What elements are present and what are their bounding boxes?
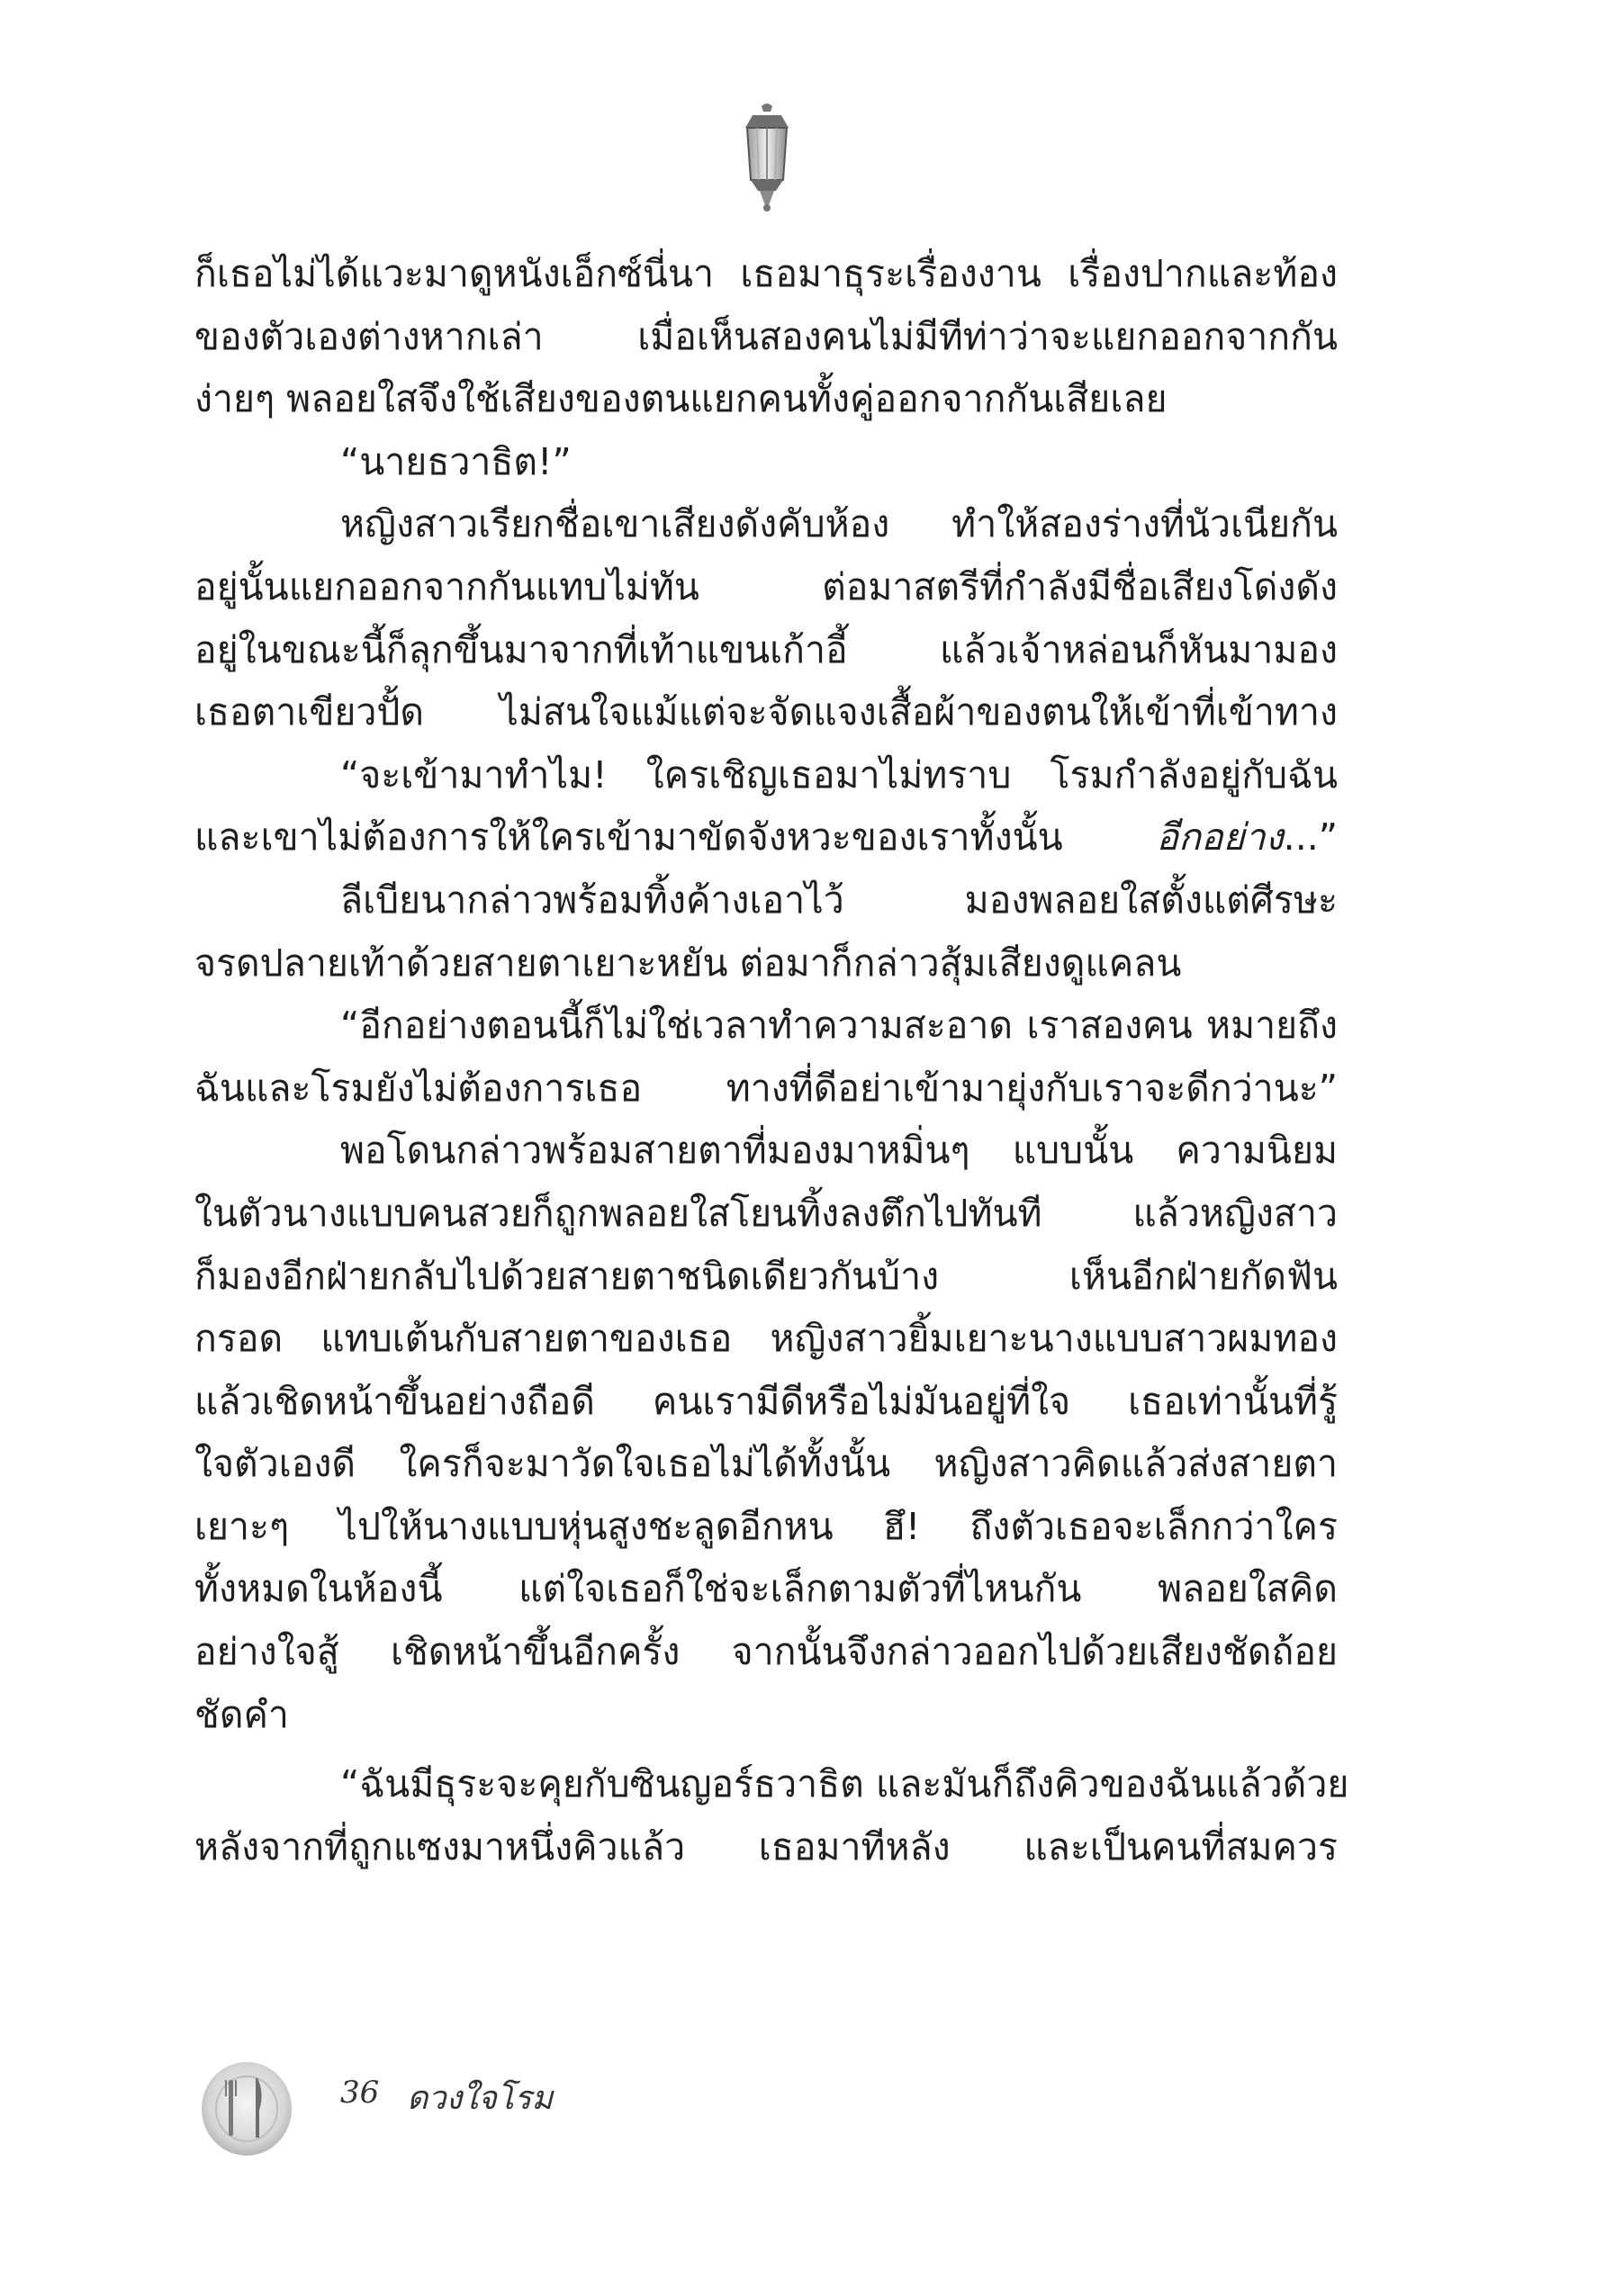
text-line [194,1816,1338,1879]
text-line [194,1371,1338,1434]
line-text: อยู่ในขณะนี้ก็ลุกขึ้นมาจากที่เท้าแขนเก้าอี้ แล้วเจ้าหล่อนก็หันมามอง [194,627,1338,671]
line-text: ฉันและโรมยังไม่ต้องการเธอ ทางที่ดีอย่าเข้ามายุ่งกับเราจะดีกว่านะ” [194,1066,1338,1110]
text-line [194,995,1338,1058]
line-text-tail: ...” [1283,815,1338,860]
line-text: เยาะๆ ไปให้นางแบบหุ่นสูงชะลูดอีกหน ฮึ! ถึงตัวเธอจะเล็กกว่าใคร [194,1504,1338,1548]
text-line [194,1058,1338,1121]
line-text: เธอตาเขียวปั้ด ไม่สนใจแม้แต่จะจัดแจงเสื้อผ้าของตนให้เข้าที่เข้าทาง [194,690,1338,734]
page-number: 36 [340,2075,380,2111]
text-line [194,1558,1338,1621]
text-line [194,1308,1338,1371]
line-text: ลีเบียนากล่าวพร้อมทิ้งค้างเอาไว้ มองพลอยใสตั้งแต่ศีรษะ [340,878,1338,922]
text-line [194,306,1338,369]
plate-cutlery-icon [193,2057,297,2161]
text-line [194,1120,1338,1183]
line-text: และเขาไม่ต้องการให้ใครเข้ามาขัดจังหวะของเราทั้งนั้น [194,815,1157,860]
line-text: ของตัวเองต่างหากเล่า เมื่อเห็นสองคนไม่มีทีท่าว่าจะแยกออกจากกัน [194,314,1338,358]
line-text: “อีกอย่างตอนนี้ก็ไม่ใช่เวลาทำความสะอาด เราสองคน หมายถึง [340,1004,1338,1048]
text-line [194,431,1338,494]
text-line [194,619,1338,682]
text-line [194,1621,1338,1684]
text-line [194,1684,1338,1747]
text-line [194,1246,1338,1309]
text-line [194,1496,1338,1559]
line-text: กรอด แทบเต้นกับสายตาของเธอ หญิงสาวยิ้มเยาะนางแบบสาวผมทอง [194,1317,1338,1361]
line-text: อย่างใจสู้ เชิดหน้าขึ้นอีกครั้ง จากนั้นจึงกล่าวออกไปด้วยเสียงชัดถ้อย [194,1630,1338,1674]
line-text: พอโดนกล่าวพร้อมสายตาที่มองมาหมิ่นๆ แบบนั้น ความนิยม [340,1129,1338,1173]
book-title: ดวงใจโรม [407,2080,554,2117]
text-line [194,1433,1338,1496]
line-text: หญิงสาวเรียกชื่อเขาเสียงดังคับห้อง ทำให้สองร่างที่นัวเนียกัน [340,502,1338,546]
line-text: “จะเข้ามาทำไม! ใครเชิญเธอมาไม่ทราบ โรมกำลังอยู่กับฉัน [340,752,1338,797]
line-text: ก็เธอไม่ได้แวะมาดูหนังเอ็กซ์นี่นา เธอมาธุระเรื่องงาน เรื่องปากและท้อง [194,252,1338,295]
line-text: ใจตัวเองดี ใครก็จะมาวัดใจเธอไม่ได้ทั้งนั้น หญิงสาวคิดแล้วส่งสายตา [194,1442,1338,1486]
line-text: แล้วเชิดหน้าขึ้นอย่างถือดี คนเรามีดีหรือไม่มันอยู่ที่ใจ เธอเท่านั้นที่รู้ [194,1379,1338,1423]
line-text: หลังจากที่ถูกแซงมาหนึ่งคิวแล้ว เธอมาทีหลัง และเป็นคนที่สมควร [194,1824,1338,1868]
text-line [194,681,1338,744]
body-text [194,243,1349,1878]
text-line [194,556,1338,619]
line-text: ในตัวนางแบบคนสวยก็ถูกพลอยใสโยนทิ้งลงตึกไปทันที แล้วหญิงสาว [194,1191,1338,1235]
line-text: ชัดคำ [194,1692,289,1736]
line-text: ทั้งหมดในห้องนี้ แต่ใจเธอก็ใช่จะเล็กตามตัวที่ไหนกัน พลอยใสคิด [194,1567,1338,1611]
line-text: จรดปลายเท้าด้วยสายตาเยาะหยัน ต่อมาก็กล่าวสุ้มเสียงดูแคลน [194,941,1182,985]
text-line [194,869,1338,932]
line-text: อยู่นั้นแยกออกจากกันแทบไม่ทัน ต่อมาสตรีที่กำลังมีชื่อเสียงโด่งดัง [194,564,1338,608]
line-emphasis: อีกอย่าง [1156,815,1284,860]
text-line [194,493,1338,556]
text-line [194,932,1338,995]
lantern-icon [735,101,799,214]
text-line [194,806,1338,869]
text-line [194,243,1338,306]
line-text: “ฉันมีธุระจะคุยกับซินญอร์ธวาธิต และมันก็ถึงคิวของฉันแล้วด้วย [340,1762,1349,1806]
text-line [194,1183,1338,1246]
text-line [194,1753,1349,1816]
line-text: ก็มองอีกฝ่ายกลับไปด้วยสายตาชนิดเดียวกันบ้าง เห็นอีกฝ่ายกัดฟัน [194,1254,1338,1298]
text-line [194,368,1338,431]
line-text: ง่ายๆ พลอยใสจึงใช้เสียงของตนแยกคนทั้งคู่ออกจากกันเสียเลย [194,377,1168,421]
text-line [194,744,1338,807]
line-text: “นายธวาธิต!” [340,439,572,483]
